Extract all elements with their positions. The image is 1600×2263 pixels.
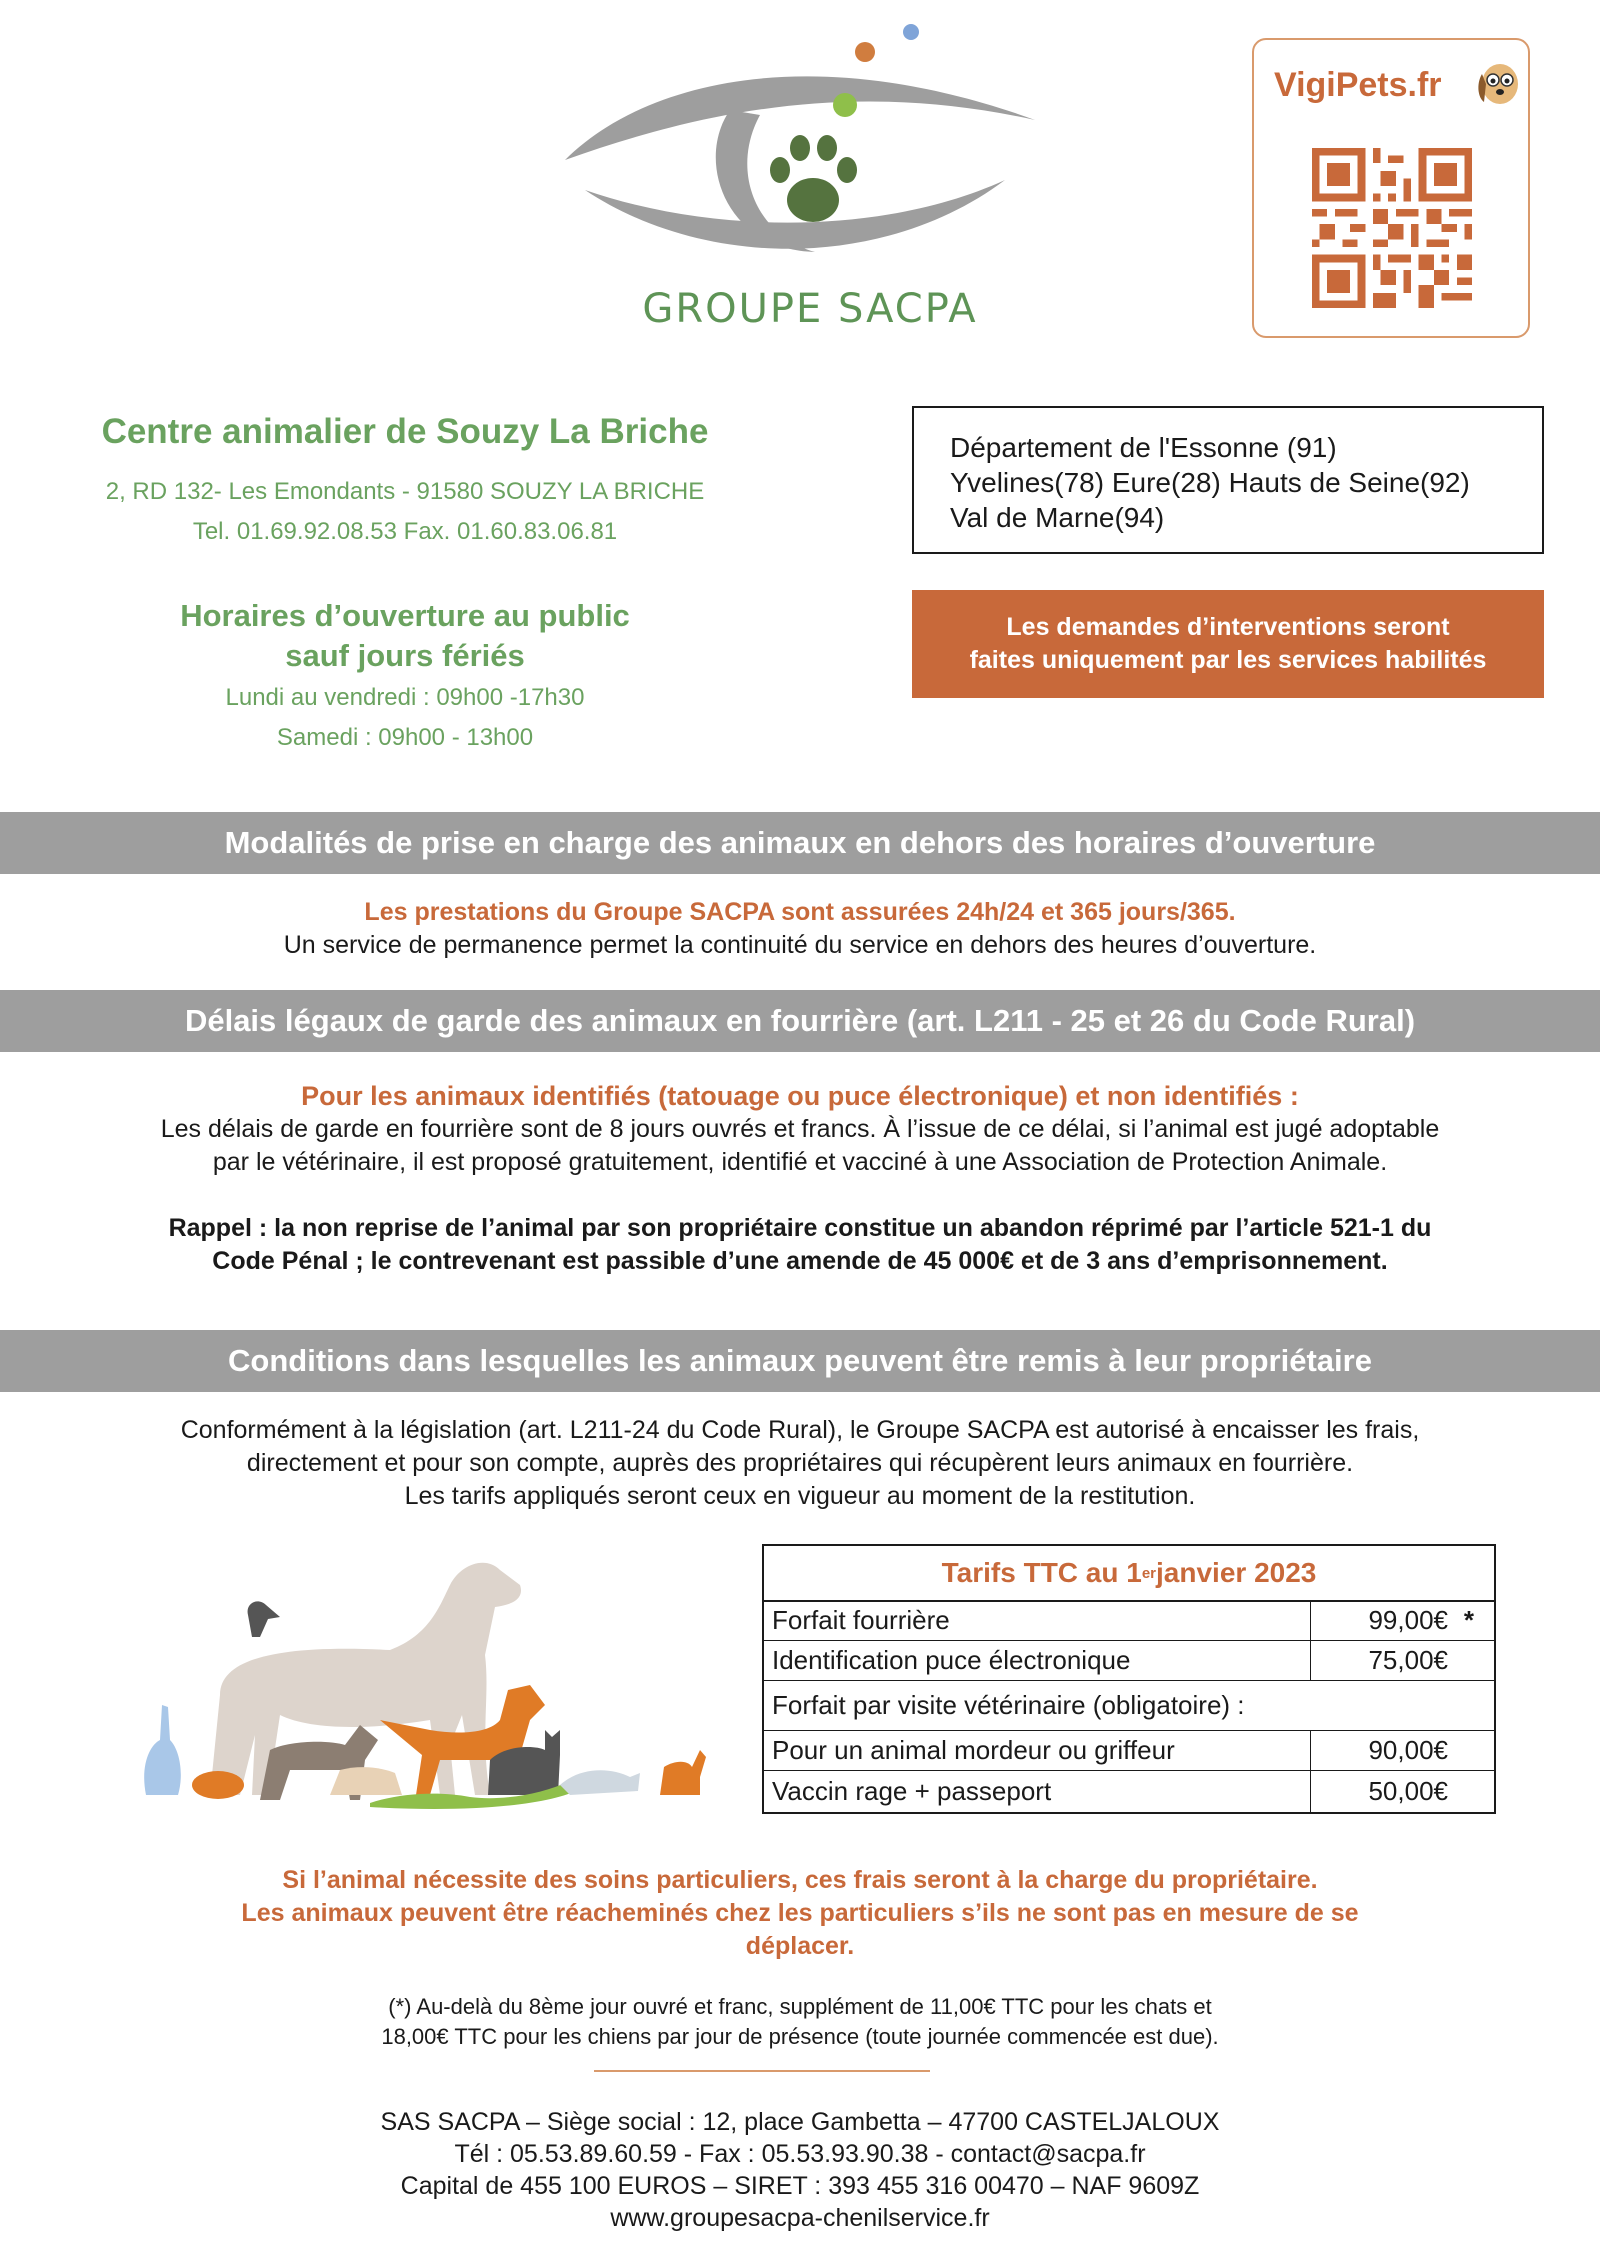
logo-dot-blue [903,24,919,40]
intervention-notice [912,590,1544,698]
section-bar-legal-delays: Délais légaux de garde des animaux en fourrière (art. L211 - 25 et 26 du Code Rural) [0,990,1600,1052]
tariff-footnote-mark: * [1463,1604,1474,1635]
hours-title-line1: Horaires d’ouverture au public [180,598,630,633]
logo-dot-green [833,93,857,117]
tariff-label: Forfait par visite vétérinaire (obligatoire) : [772,1689,1245,1720]
section2-body [60,1080,1540,1179]
section2-reminder [60,1212,1540,1278]
tariff-row-vet-header [764,1680,1494,1731]
departments-box [912,406,1544,554]
tariff-price: 75,00€ [1368,1644,1448,1675]
rabbit-silhouette [144,1705,181,1795]
tariff-table [762,1544,1496,1814]
tariff-label: Pour un animal mordeur ou griffeur [764,1730,1311,1770]
bird-silhouette [248,1601,280,1637]
section3-text-line1: Conformément à la législation (art. L211-24 du Code Rural), le Groupe SACPA est autorisé à encaisser les frais, [180,1416,1420,1444]
tariff-price: 50,00€ [1368,1775,1448,1806]
centre-phone: Tel. 01.69.92.08.53 Fax. 01.60.83.06.81 [192,518,618,545]
hours-title-line2: sauf jours fériés [285,638,525,673]
tariff-title-prefix: Tarifs TTC au 1 [941,1557,1142,1588]
tariff-row [764,1770,1494,1812]
section2-text-line1: Les délais de garde en fourrière sont de 8 jours ouvrés et francs. À l’issue de ce délai, si l’animal est jugé adoptable [160,1115,1440,1143]
section2-text-line2: par le vétérinaire, il est proposé gratuitement, identifié et vacciné à une Association de Protection Animale. [212,1148,1388,1176]
vigipets-card[interactable] [1252,38,1530,338]
section1-highlight: Les prestations du Groupe SACPA sont assurées 24h/24 et 365 jours/365. [364,898,1236,926]
section3-text-line2: directement et pour son compte, auprès des propriétaires qui récupèrent leurs animaux en fourrière. [246,1449,1354,1477]
tariff-label: Vaccin rage + passeport [764,1770,1311,1812]
paw-icon [770,135,857,222]
hamster-silhouette [192,1771,244,1799]
tariff-row [764,1640,1494,1681]
footer-line2: Tél : 05.53.89.60.59 - Fax : 05.53.93.90.38 - contact@sacpa.fr [454,2140,1146,2168]
section3-text-line3: Les tarifs appliqués seront ceux en vigueur au moment de la restitution. [404,1482,1196,1510]
dog-mascot-icon [1476,54,1524,114]
departments-line2: Yvelines(78) Eure(28) Hauts de Seine(92) [950,467,1470,498]
footer-line1: SAS SACPA – Siège social : 12, place Gambetta – 47700 CASTELJALOUX [380,2108,1220,2136]
reminder-line2: Code Pénal ; le contrevenant est passible d’une amende de 45 000€ et de 3 ans d’emprisonnement. [212,1247,1388,1275]
section1-body [60,896,1540,962]
hours-saturday: Samedi : 09h00 - 13h00 [276,724,534,751]
tariff-price: 90,00€ [1368,1734,1448,1765]
footer-website-link[interactable]: www.groupesacpa-chenilservice.fr [610,2204,990,2232]
care-notice-line2: Les animaux peuvent être réacheminés chez les particuliers s’ils ne sont pas en mesure de se [241,1899,1359,1927]
footnote-line1: (*) Au-delà du 8ème jour ouvré et franc, supplément de 11,00€ TTC pour les chats et [388,1994,1212,2019]
tariff-title-sup: er [1141,1564,1157,1582]
section-bar-after-hours: Modalités de prise en charge des animaux en dehors des horaires d’ouverture [0,812,1600,874]
section3-body [60,1414,1540,1513]
tariff-row [764,1730,1494,1771]
company-footer [200,2106,1400,2234]
departments-line1: Département de l'Essonne (91) [950,432,1337,463]
tariff-title-suffix: janvier 2023 [1156,1557,1317,1588]
footer-line3: Capital de 455 100 EUROS – SIRET : 393 455 316 00470 – NAF 9609Z [400,2172,1200,2200]
footnote-line2: 18,00€ TTC pour les chiens par jour de présence (toute journée commencée est due). [381,2024,1219,2049]
tariff-row [764,1600,1494,1641]
vigipets-title: VigiPets.fr [1274,66,1442,104]
section2-highlight: Pour les animaux identifiés (tatouage ou puce électronique) et non identifiés : [301,1081,1299,1111]
tariff-label: Forfait fourrière [764,1600,1311,1640]
centre-title: Centre animalier de Souzy La Briche [101,412,709,451]
tariff-table-title [764,1546,1494,1602]
notice-line1: Les demandes d’interventions seront [1006,613,1450,641]
animals-illustration [140,1545,720,1815]
logo-dot-orange [855,42,875,62]
section-bar-return-conditions: Conditions dans lesquelles les animaux peuvent être remis à leur propriétaire [0,1330,1600,1392]
care-notice-line3: déplacer. [745,1932,855,1960]
footer-divider [594,2070,930,2072]
ferret-silhouette [560,1770,640,1795]
tariff-price: 99,00€ [1368,1604,1448,1635]
reminder-line1: Rappel : la non reprise de l’animal par son propriétaire constitue un abandon réprimé par l’article 521-1 du [168,1214,1432,1242]
hours-title [40,596,770,676]
logo-text: GROUPE SACPA [642,286,978,332]
small-dog-silhouette [330,1767,402,1795]
care-notice [60,1864,1540,1963]
notice-line2: faites uniquement par les services habilités [969,646,1487,674]
hours-weekdays: Lundi au vendredi : 09h00 -17h30 [225,684,585,711]
tariff-label: Identification puce électronique [764,1640,1311,1680]
section1-text: Un service de permanence permet la continuité du service en dehors des heures d’ouverture. [283,931,1317,959]
great-dane-silhouette [210,1563,521,1795]
footnote [60,1992,1540,2052]
care-notice-line1: Si l’animal nécessite des soins particuliers, ces frais seront à la charge du propriétaire. [282,1866,1318,1894]
departments-line3: Val de Marne(94) [950,502,1165,533]
centre-address: 2, RD 132- Les Emondants - 91580 SOUZY LA BRICHE [105,478,705,505]
chihuahua-silhouette [660,1750,706,1795]
qr-code-icon[interactable] [1312,148,1472,308]
